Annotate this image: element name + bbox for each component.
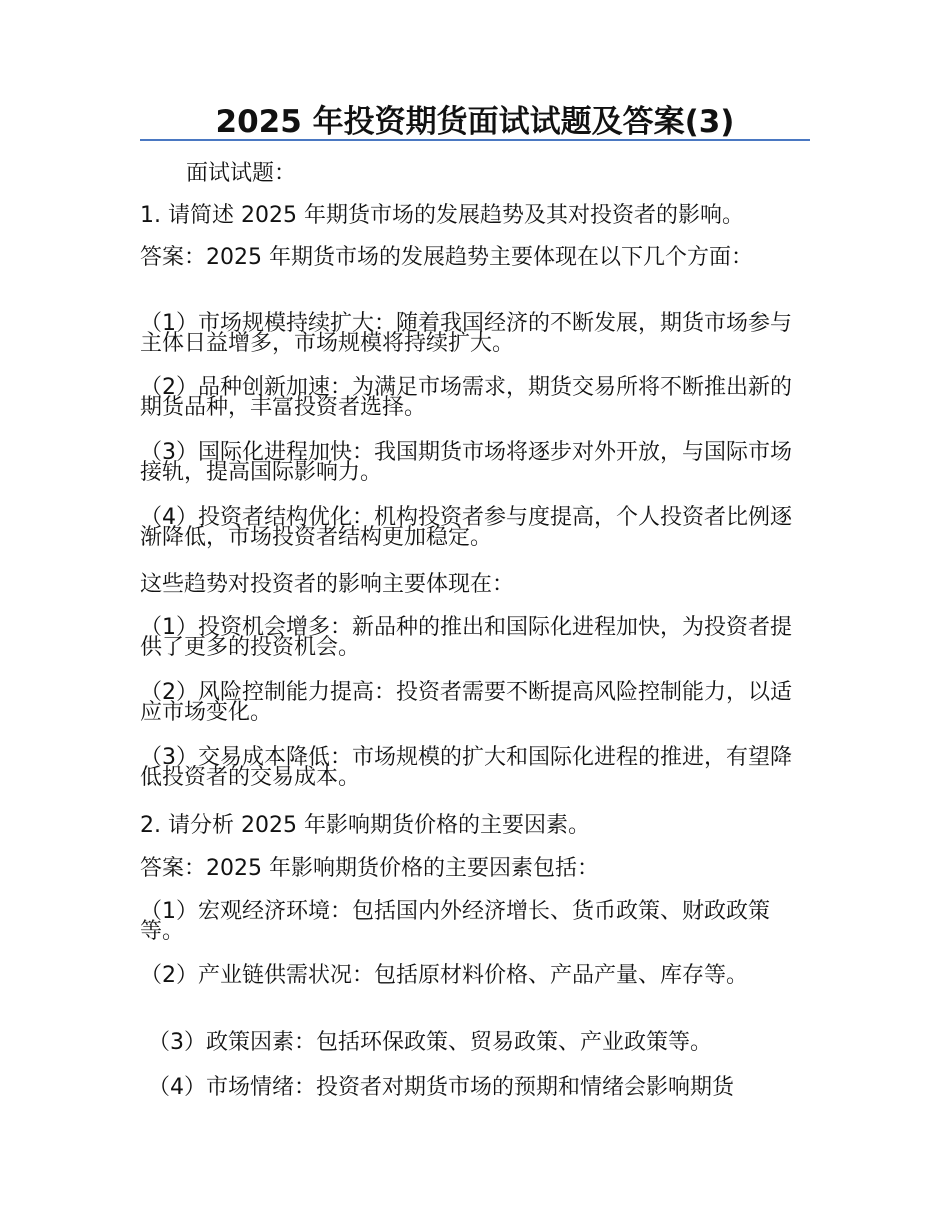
- answer-1-point-4: （4）投资者结构优化：机构投资者参与度提高，个人投资者比例逐渐降低，市场投资者结构更加稳定。: [140, 505, 792, 550]
- impact-point-3: （3）交易成本降低：市场规模的扩大和国际化进程的推进，有望降低投资者的交易成本。: [140, 745, 792, 790]
- impact-point-2: （2）风险控制能力提高：投资者需要不断提高风险控制能力，以适应市场变化。: [140, 680, 792, 725]
- document-title: 2025 年投资期货面试试题及答案(3): [215, 104, 735, 140]
- answer-1-point-1: （1）市场规模持续扩大：随着我国经济的不断发展，期货市场参与主体日益增多，市场规模将持续扩大。: [140, 311, 792, 356]
- question-2: 2. 请分析 2025 年影响期货价格的主要因素。: [140, 813, 590, 838]
- answer-2-point-4: （4）市场情绪：投资者对期货市场的预期和情绪会影响期货: [148, 1075, 734, 1100]
- answer-1-intro: 答案：2025 年期货市场的发展趋势主要体现在以下几个方面：: [140, 245, 753, 270]
- answer-2-point-2: （2）产业链供需状况：包括原材料价格、产品产量、库存等。: [140, 963, 748, 988]
- question-1: 1. 请简述 2025 年期货市场的发展趋势及其对投资者的影响。: [140, 203, 744, 228]
- section-label: 面试试题：: [186, 161, 297, 186]
- answer-2-point-3: （3）政策因素：包括环保政策、贸易政策、产业政策等。: [148, 1030, 712, 1055]
- answer-2-intro: 答案：2025 年影响期货价格的主要因素包括：: [140, 856, 599, 881]
- title-underline: [140, 139, 810, 141]
- answer-1-point-2: （2）品种创新加速：为满足市场需求，期货交易所将不断推出新的期货品种，丰富投资者选择。: [140, 375, 792, 420]
- answer-2-point-1: （1）宏观经济环境：包括国内外经济增长、货币政策、财政政策等。: [140, 899, 770, 944]
- impact-point-1: （1）投资机会增多：新品种的推出和国际化进程加快，为投资者提供了更多的投资机会。: [140, 615, 792, 660]
- answer-1-point-3: （3）国际化进程加快：我国期货市场将逐步对外开放，与国际市场接轨，提高国际影响力。: [140, 440, 792, 485]
- impact-intro: 这些趋势对投资者的影响主要体现在：: [140, 572, 515, 597]
